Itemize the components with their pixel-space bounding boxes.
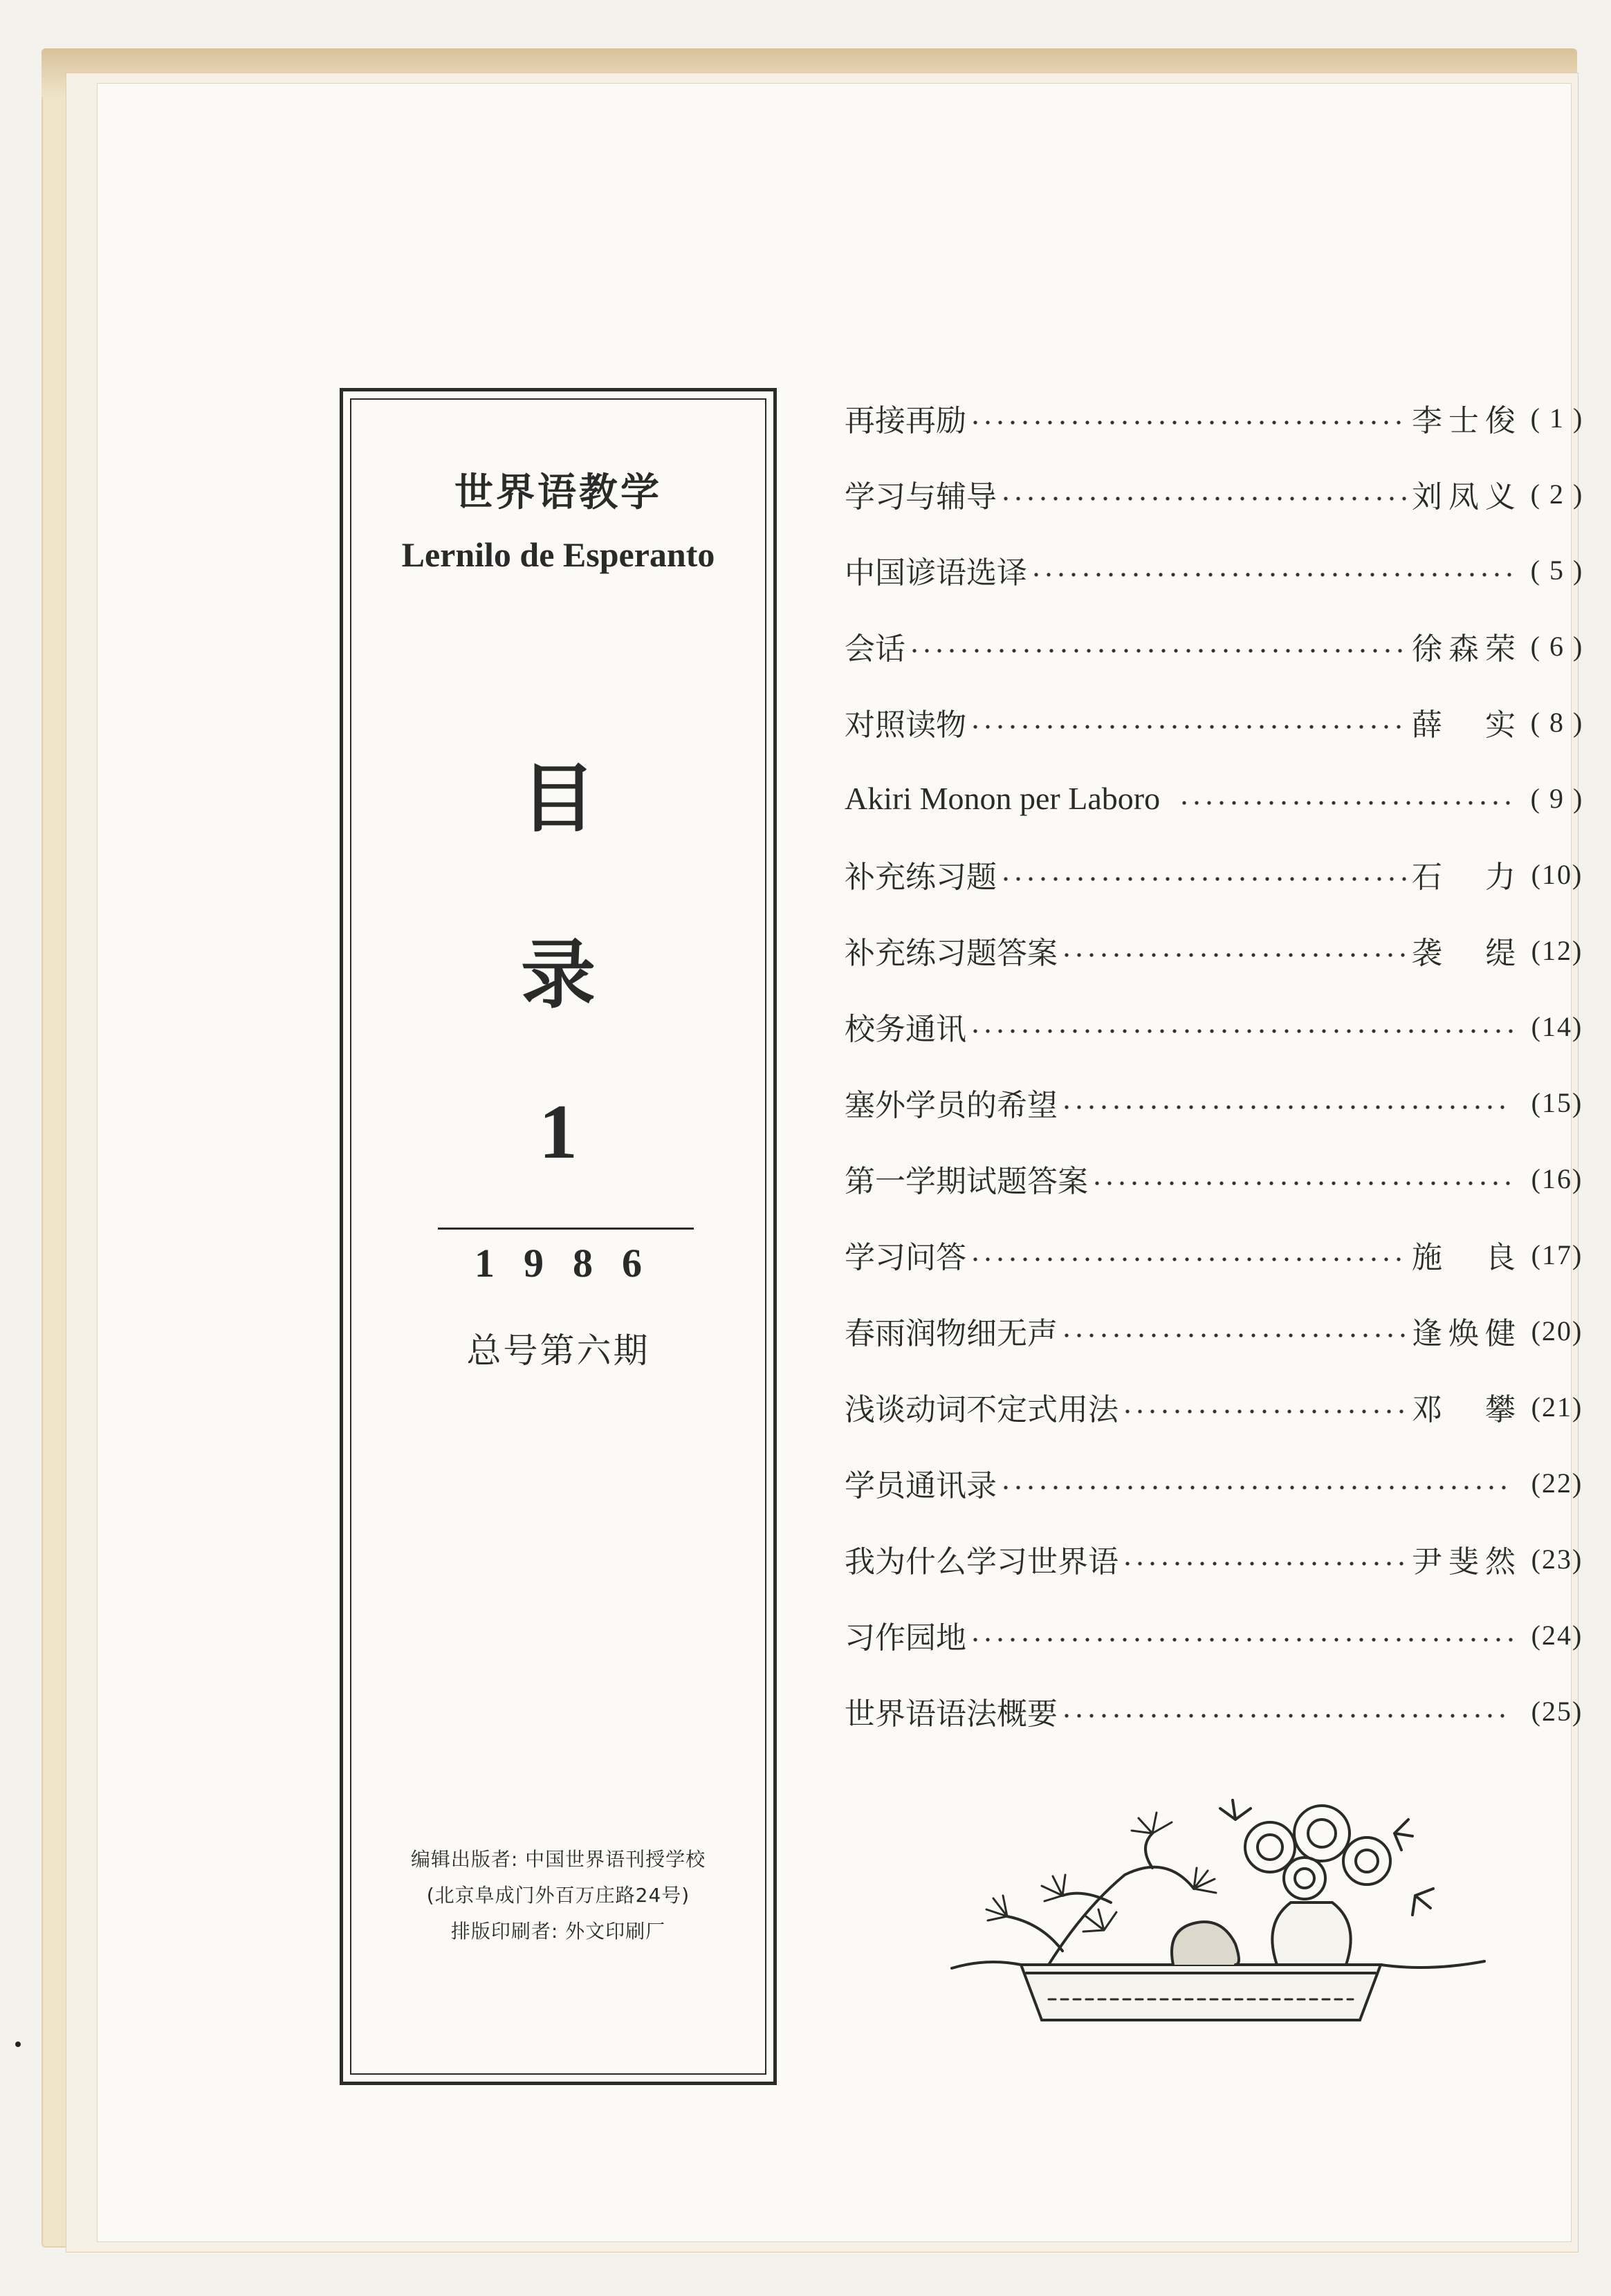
edge-mark (15, 2042, 21, 2047)
toc-entry-author: 邓攀 (1412, 1392, 1516, 1427)
toc-entry-author: 徐森荣 (1412, 631, 1516, 667)
toc-leader-dots (1060, 1100, 1513, 1114)
document-page (97, 83, 1584, 2242)
toc-entry-page: (16) (1531, 1163, 1583, 1194)
toc-entry (845, 684, 1599, 760)
toc-entry (845, 1597, 1599, 1673)
toc-entry-page: (25) (1531, 1695, 1583, 1727)
toc-entry-author: 施良 (1412, 1240, 1516, 1275)
toc-entry (845, 760, 1599, 836)
toc-entry (845, 1369, 1599, 1445)
toc-entry-page: (10) (1531, 858, 1583, 890)
toc-entry-page: (20) (1531, 1315, 1583, 1346)
toc-entry-page: (17) (1531, 1239, 1583, 1270)
toc-entry-title: 学习问答 (845, 1240, 966, 1275)
toc-entry (845, 608, 1599, 684)
toc-leader-dots (1178, 796, 1513, 810)
magazine-subtitle: Lernilo de Esperanto (401, 535, 715, 574)
toc-entry-title: 补充练习题 (845, 860, 997, 895)
toc-leader-dots (1000, 1481, 1513, 1494)
toc-entry-title: 浅谈动词不定式用法 (845, 1392, 1119, 1427)
toc-entry-title: 对照读物 (845, 707, 966, 743)
toc-entry-page: (15) (1531, 1086, 1583, 1118)
toc-leader-dots (969, 720, 1409, 734)
issue-number: 1 (539, 1089, 578, 1175)
toc-entry-page: ( 2 ) (1530, 478, 1584, 510)
toc-entry-title: 会话 (845, 631, 905, 667)
toc-leader-dots (1121, 1405, 1409, 1418)
toc-leader-dots (1060, 1709, 1513, 1723)
toc-entry-page: (21) (1531, 1391, 1583, 1423)
toc-entry-title: 中国谚语选译 (845, 555, 1027, 591)
total-issue: 总号第六期 (466, 1331, 650, 1371)
toc-leader-dots (1121, 1557, 1409, 1571)
magazine-title: 世界语教学 (454, 470, 662, 515)
toc-entry (845, 1216, 1599, 1293)
toc-leader-dots (969, 1633, 1513, 1647)
toc-entry (845, 912, 1599, 988)
publisher-line-1: 编辑出版者: 中国世界语刊授学校 (410, 1848, 706, 1871)
cover-frame-inner (350, 398, 766, 2075)
cover-frame (340, 388, 777, 2085)
toc-entry-page: ( 5 ) (1530, 554, 1584, 586)
toc-entry-author: 刘凤义 (1412, 479, 1516, 515)
toc-heading-char-1: 目 (520, 756, 596, 842)
publisher-line-2: (北京阜成门外百万庄路24号) (426, 1884, 690, 1907)
toc-entry-page: (22) (1531, 1467, 1583, 1499)
toc-entry-title: Akiri Monon per Laboro (845, 780, 1161, 816)
toc-leader-dots (969, 416, 1409, 429)
toc-leader-dots (908, 644, 1409, 658)
toc-entry-title: 学员通讯录 (845, 1468, 997, 1503)
toc-entry-page: (14) (1531, 1010, 1583, 1042)
toc-entry (845, 532, 1599, 608)
bonsai-flower-pot-icon (945, 1792, 1491, 2027)
toc-entry (845, 1445, 1599, 1521)
toc-entry (845, 1140, 1599, 1216)
toc-entry (845, 1521, 1599, 1597)
toc-entry (845, 1064, 1599, 1140)
toc-entry (845, 1673, 1599, 1749)
issue-year: 1986 (475, 1241, 671, 1286)
toc-entry-title: 学习与辅导 (845, 479, 997, 515)
toc-leader-dots (1060, 948, 1409, 962)
toc-leader-dots (1000, 872, 1409, 886)
toc-entry (845, 380, 1599, 456)
toc-entry (845, 988, 1599, 1064)
issue-rule (438, 1228, 694, 1230)
toc-entry-author: 薛实 (1412, 707, 1516, 743)
toc-entry-title: 我为什么学习世界语 (845, 1544, 1119, 1580)
toc-leader-dots (969, 1024, 1513, 1038)
toc-leader-dots (1030, 568, 1513, 582)
toc-entry-title: 补充练习题答案 (845, 936, 1058, 971)
toc-entry-page: ( 8 ) (1530, 706, 1584, 738)
toc-entry-page: ( 6 ) (1530, 630, 1584, 662)
toc-entry-author: 逢焕健 (1412, 1316, 1516, 1351)
toc-entry-author: 袭缇 (1412, 936, 1516, 971)
toc-entry-title: 塞外学员的希望 (845, 1088, 1058, 1123)
toc-entry (845, 1293, 1599, 1369)
toc-entry-page: (24) (1531, 1619, 1583, 1651)
toc-entry (845, 836, 1599, 912)
toc-leader-dots (1000, 492, 1409, 506)
toc-leader-dots (1091, 1176, 1513, 1190)
publisher-info (351, 1842, 765, 1950)
toc-entry-title: 春雨润物细无声 (845, 1316, 1058, 1351)
publisher-line-3: 排版印刷者: 外文印刷厂 (450, 1920, 666, 1943)
toc-entry-title: 第一学期试题答案 (845, 1164, 1088, 1199)
toc-entry-title: 再接再励 (845, 403, 966, 438)
toc-entry-title: 习作园地 (845, 1620, 966, 1656)
toc-entry-page: ( 9 ) (1530, 782, 1584, 814)
toc-leader-dots (1060, 1328, 1409, 1342)
toc-heading-char-2: 录 (520, 932, 596, 1019)
toc-leader-dots (969, 1252, 1409, 1266)
table-of-contents (845, 380, 1599, 1749)
toc-entry-title: 世界语语法概要 (845, 1696, 1058, 1732)
toc-entry-title: 校务通讯 (845, 1012, 966, 1047)
toc-entry-page: (12) (1531, 934, 1583, 966)
toc-entry-author: 李士俊 (1412, 403, 1516, 438)
toc-entry (845, 456, 1599, 532)
toc-entry-page: (23) (1531, 1543, 1583, 1575)
toc-entry-author: 石力 (1412, 860, 1516, 895)
toc-entry-page: ( 1 ) (1530, 402, 1584, 434)
toc-entry-author: 尹斐然 (1412, 1544, 1516, 1580)
